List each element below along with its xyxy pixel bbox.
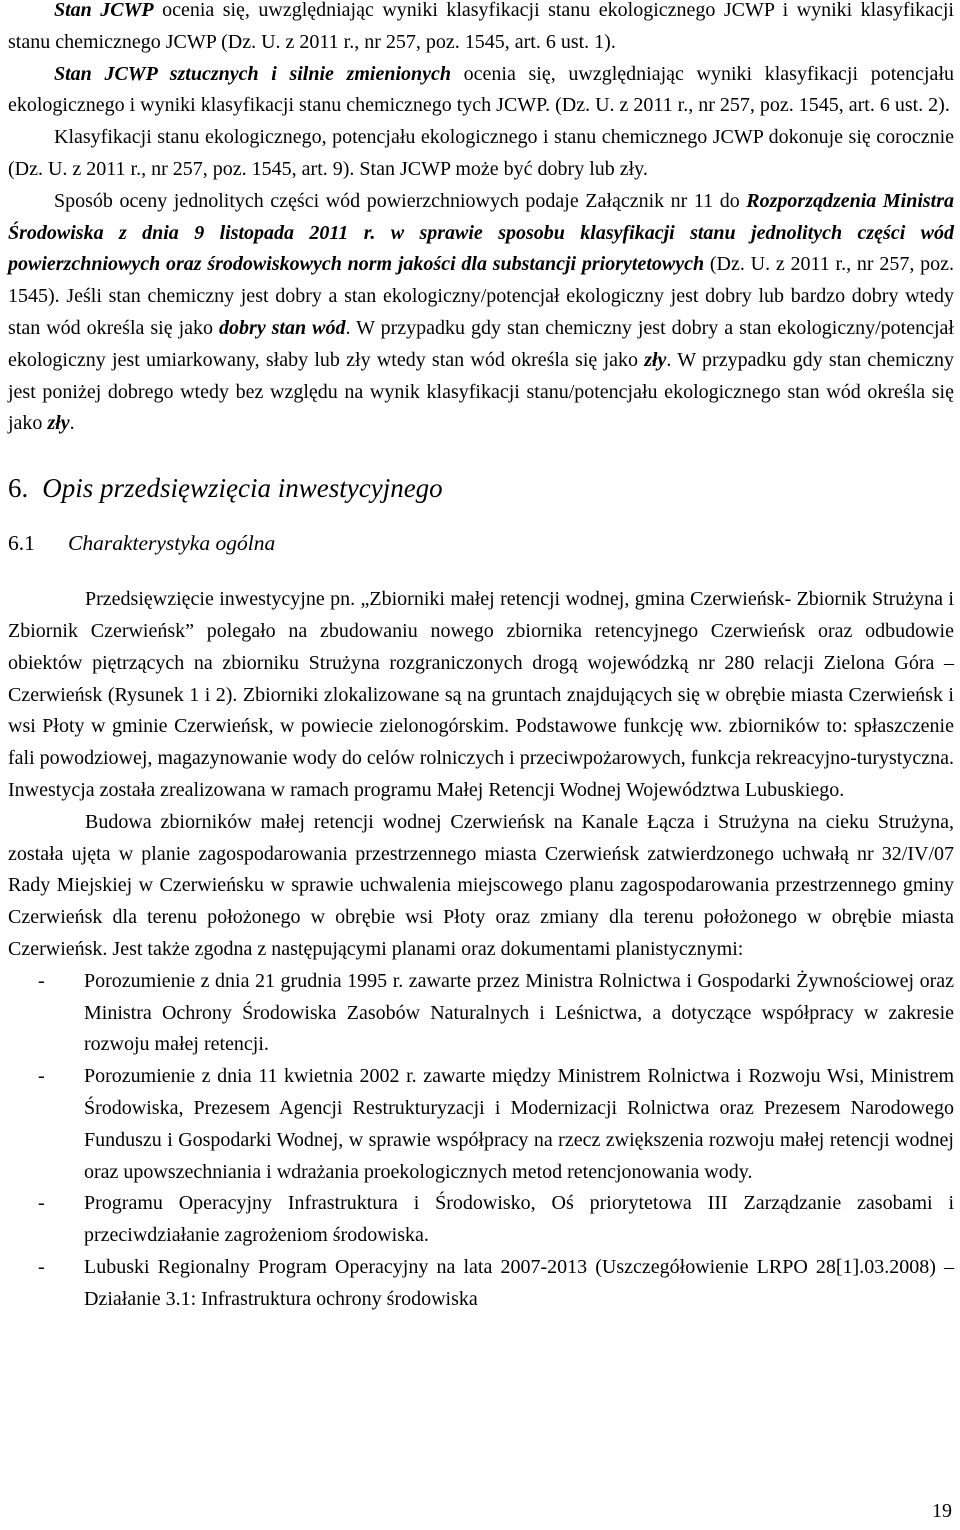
paragraph-klasyfikacja: Klasyfikacji stanu ekologicznego, potencjału ekologicznego i stanu chemicznego JCWP dokonuje się corocznie (Dz. U. z 2011 r., nr 257, poz. 1545, art. 9). Stan JCWP może być dobry lub zły. (8, 126, 954, 180)
paragraph-stan-jcwp (8, 0, 954, 59)
term-zly: zły (47, 412, 70, 435)
section-heading-6 (8, 468, 954, 508)
paragraph-przedsiewziecie: Przedsięwzięcie inwestycyjne pn. „Zbiorniki małej retencji wodnej, gmina Czerwieńsk- Zbiornik Strużyna i Zbiornik Czerwieńsk” polegało na zbudowaniu nowego zbiornika retencyjnego Czerwieńsk oraz odbudowie obiektów piętrzących na zbiorniku Strużyna rozgraniczonych drogą wojewódzką nr 280 relacji Zielona Góra – Czerwieńsk (Rysunek 1 i 2). Zbiorniki zlokalizowane są na gruntach znajdujących się w obrębie miasta Czerwieńsk i wsi Płoty w gminie Czerwieńsk, w powiecie zielonogórskim. Podstawowe funkcję ww. zbiorników to: spłaszczenie fali powodziowej, magazynowanie wody do celów rolniczych i przeciwpożarowych, funkcja rekreacyjno-turystyczna. Inwestycja została zrealizowana w ramach programu Małej Retencji Wodnej Województwa Lubuskiego. (8, 588, 954, 801)
list-item-text: Porozumienie z dnia 11 kwietnia 2002 r. zawarte między Ministrem Rolnictwa i Rozwoju Wsi, Ministrem Środowiska, Prezesem Agencji Restrukturyzacji i Modernizacji Rolnictwa oraz Prezesem Narodowego Funduszu i Gospodarki Wodnej, w sprawie współpracy na rzecz zwiększenia rozwoju małej retencji wodnej oraz upowszechniania i wdrażania proekologicznych metod retencjonowania wody. (84, 1065, 954, 1183)
text-run: ocenia się, uwzględniając wyniki klasyfikacji stanu ekologicznego JCWP i wyniki klasyfikacji stanu chemicznego JCWP (Dz. U. z 2011 r., nr 257, poz. 1545, art. 6 ust. 1). (8, 0, 954, 53)
list-item (8, 1188, 954, 1252)
list-dash: - (38, 969, 45, 992)
page-number: 19 (932, 1500, 952, 1523)
list-item-text: Programu Operacyjny Infrastruktura i Środowisko, Oś priorytetowa III Zarządzanie zasobami i przeciwdziałanie zagrożeniom środowiska. (84, 1192, 954, 1247)
list-item (8, 1252, 954, 1316)
subsection-heading-6-1 (8, 526, 954, 560)
list-item-text: Porozumienie z dnia 21 grudnia 1995 r. zawarte przez Ministra Rolnictwa i Gospodarki Żywnościowej oraz Ministra Ochrony Środowiska Zasobów Naturalnych i Leśnictwa, a dotyczące współpracy w zakresie rozwoju małej retencji. (84, 969, 954, 1056)
plans-list (8, 966, 954, 1316)
term-stan-jcwp-sztucznych: Stan JCWP sztucznych i silnie zmienionych (54, 62, 452, 85)
list-item (8, 966, 954, 1061)
paragraph-budowa-zbiornikow: Budowa zbiorników małej retencji wodnej Czerwieńsk na Kanale Łącza i Strużyna na cieku Strużyna, została ujęta w planie zagospodarowania przestrzennego miasta Czerwieńsk zatwierdzonego uchwałą nr 32/IV/07 Rady Miejskiej w Czerwieńsku w sprawie uchwalenia miejscowego planu zagospodarowania przestrzennego gminy Czerwieńsk dla terenu położonego w obrębie wsi Płoty oraz zmiany dla terenu położonego w obrębie miasta Czerwieńsk. Jest także zgodna z następującymi planami oraz dokumentami planistycznymi: (8, 810, 954, 960)
text-run: . W przypadku gdy stan chemiczny jest dobry a stan ekologiczny/potencjał ekologiczny jest umiarkowany, słaby lub zły wtedy stan wód określa się jako (8, 316, 954, 371)
text-run: Sposób oceny jednolitych części wód powierzchniowych podaje Załącznik nr 11 do (54, 189, 747, 212)
paragraph-stan-jcwp-sztucznych (8, 59, 954, 123)
spacer (8, 560, 954, 584)
list-dash: - (38, 1192, 45, 1215)
regulation-title: Rozporządzenia Ministra Środowiska z dnia 9 listopada 2011 r. w sprawie sposobu klasyfikacji stanu jednolitych części wód powierzchniowych oraz środowiskowych norm jakości dla substancji priorytetowych (8, 189, 955, 276)
list-item-text: Lubuski Regionalny Program Operacyjny na lata 2007-2013 (Uszczegółowienie LRPO 28[1].03.2008) – Działanie 3.1: Infrastruktura ochrony środowiska (84, 1255, 954, 1310)
section-number: 6. (8, 473, 29, 504)
page-content (8, 0, 954, 1315)
text-run: (Dz. U. z 2011 r., nr 257, poz. 1545). Jeśli stan chemiczny jest dobry a stan ekologiczny/potencjał ekologiczny jest dobry lub bardzo dobry wtedy stan wód określa się jako (8, 253, 954, 339)
subsection-title: Charakterystyka ogólna (68, 531, 276, 556)
text-run: ocenia się, uwzględniając wyniki klasyfikacji potencjału ekologicznego i wyniki klasyfikacji stanu chemicznego tych JCWP. (Dz. U. z 2011 r., nr 257, poz. 1545, art. 6 ust. 2). (8, 62, 954, 117)
term-dobry-stan-wod: dobry stan wód (219, 316, 346, 339)
list-dash: - (38, 1255, 45, 1278)
subsection-number: 6.1 (8, 531, 35, 556)
list-dash: - (38, 1065, 45, 1088)
list-item (8, 1061, 954, 1188)
section-title: Opis przedsięwzięcia inwestycyjnego (42, 473, 443, 504)
term-zly: zły (644, 348, 667, 371)
term-stan-jcwp: Stan JCWP (54, 0, 154, 21)
text-run: . W przypadku gdy stan chemiczny jest poniżej dobrego wtedy bez względu na wynik klasyfikacji stanu/potencjału ekologicznego stan wód określa się jako (8, 348, 954, 435)
text-run: . (69, 412, 75, 435)
paragraph-sposob-oceny (8, 186, 954, 440)
